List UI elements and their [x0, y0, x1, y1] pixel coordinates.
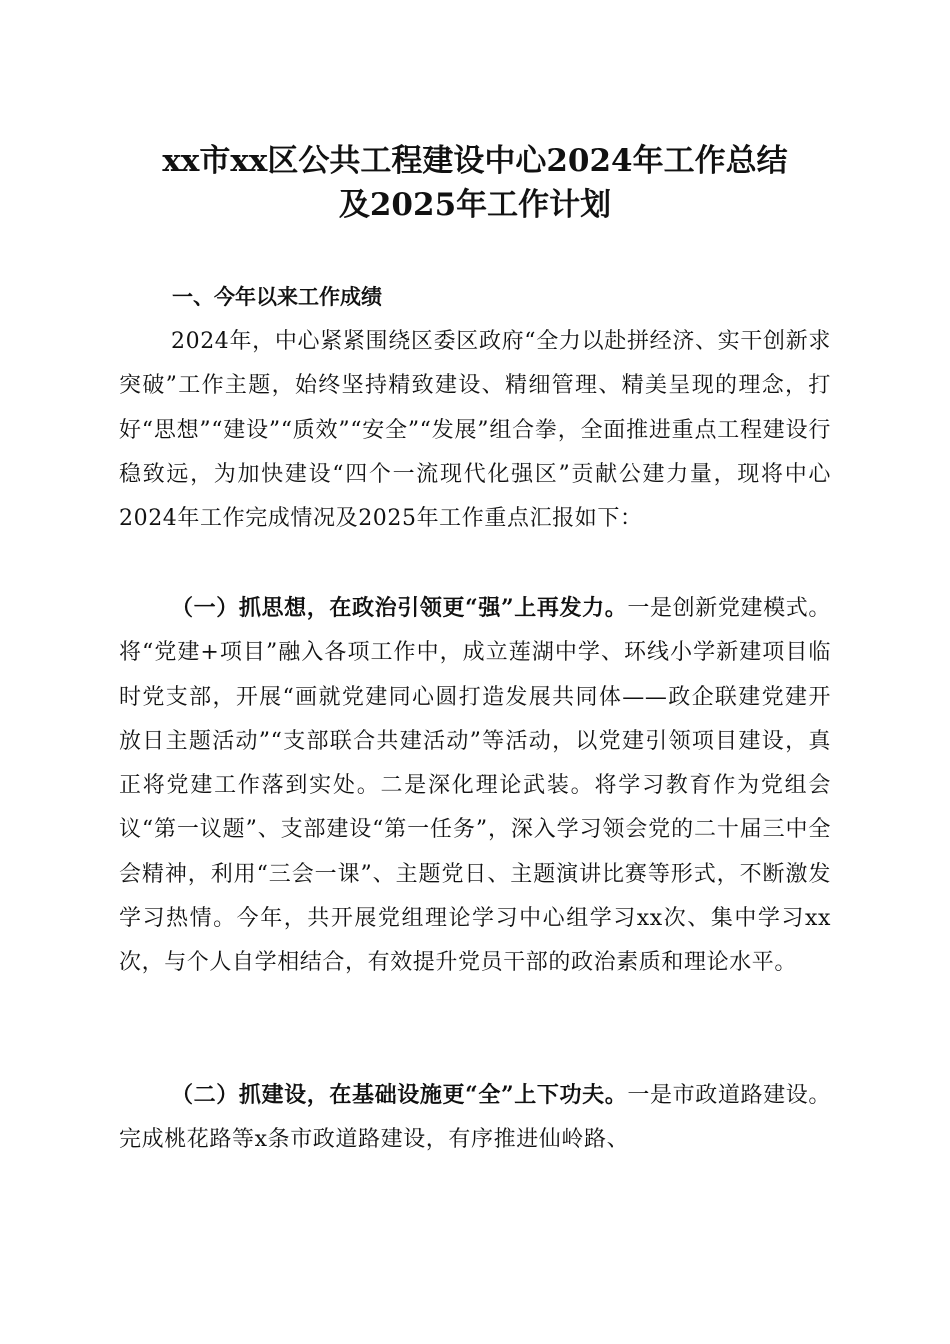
paragraph-body-ideology: 一是创新党建模式。将“党建+项目”融入各项工作中，成立莲湖中学、环线小学新建项目临时党支部，开展“画就党建同心圆打造发展共同体——政企联建党建开放日主题活动”“支部联合共建活动”等活动，以党建引领项目建设，真正将党建工作落到实处。二是深化理论武装。将学习教育作为党组会议“第一议题”、支部建设“第一任务”，深入学习领会党的二十届三中全会精神，利用“三会一课”、主题党日、主题演讲比赛等形式，不断激发学习热情。今年，共开展党组理论学习中心组学习xx次、集中学习xx次，与个人自学相结合，有效提升党员干部的政治素质和理论水平。: [119, 596, 831, 976]
paragraph-construction: [119, 1073, 831, 1163]
section-heading: 一、今年以来工作成绩: [172, 285, 382, 309]
document-title-line-2: 及2025年工作计划: [338, 187, 612, 223]
paragraph-intro: 2024年，中心紧紧围绕区委区政府“全力以赴拼经济、实干创新求突破”工作主题，始终坚持精致建设、精细管理、精美呈现的理念，打好“思想”“建设”“质效”“安全”“发展”组合拳，全面推进重点工程建设行稳致远，为加快建设“四个一流现代化强区”贡献公建力量，现将中心2024年工作完成情况及2025年工作重点汇报如下：: [119, 329, 831, 532]
paragraph-ideology: [119, 586, 831, 986]
paragraph-lead-ideology: （一）抓思想，在政治引领更“强”上再发力。: [171, 595, 628, 621]
paragraph-body-construction: 一是市政道路建设。完成桃花路等x条市政道路建设，有序推进仙岭路、: [119, 1083, 831, 1153]
paragraph-lead-construction: （二）抓建设，在基础设施更“全”上下功夫。: [171, 1082, 628, 1108]
document-title-line-1: xx市xx区公共工程建设中心2024年工作总结: [162, 143, 788, 179]
